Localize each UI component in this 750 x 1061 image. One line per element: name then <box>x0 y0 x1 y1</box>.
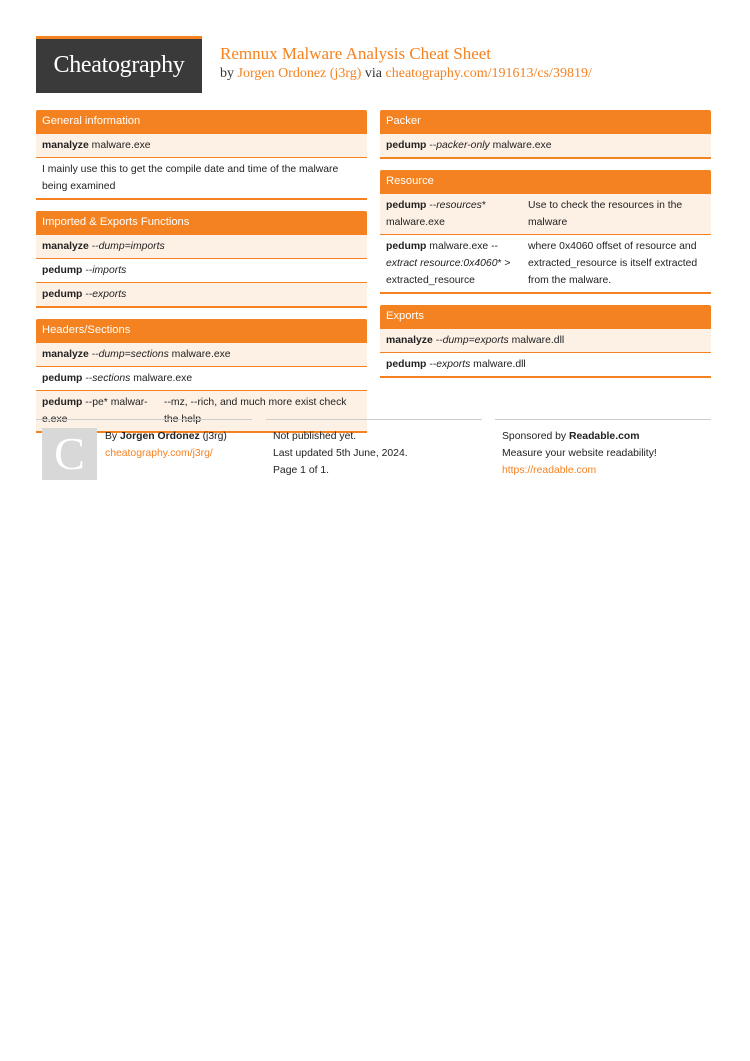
command: manalyze <box>386 335 433 346</box>
sponsor-link[interactable]: https://readable.com <box>502 465 597 476</box>
section-heading: Resource <box>380 170 711 193</box>
command: manalyze <box>42 140 89 151</box>
command: pedump <box>42 265 83 276</box>
command-arg: --dump=exports <box>432 335 509 346</box>
footer-meta <box>273 428 408 479</box>
command-arg: --packer-only <box>426 140 490 151</box>
sponsor-line <box>502 428 657 445</box>
command-arg: --exports <box>426 359 471 370</box>
section-imported-exports-functions <box>36 211 367 308</box>
command-rest: malware.exe <box>168 349 231 360</box>
section-exports <box>380 305 711 378</box>
command-arg: --exports <box>82 289 127 300</box>
last-updated: Last updated 5th June, 2024. <box>273 448 408 459</box>
logo-text: Cheatography <box>53 52 185 78</box>
footer-divider <box>266 419 482 420</box>
description: I mainly use this to get the compile date and time of the malware being examined <box>42 164 339 192</box>
byline-prefix: by <box>220 66 238 81</box>
page-title: Remnux Malware Analysis Cheat Sheet <box>220 44 492 63</box>
command: manalyze <box>42 241 89 252</box>
left-column <box>36 110 367 444</box>
command-cell <box>386 197 522 231</box>
command-rest: malware.exe -- <box>426 241 499 252</box>
description: --mz, --rich, and much more exist check <box>164 397 347 408</box>
footer-divider <box>495 419 711 420</box>
command: pedump <box>386 359 427 370</box>
author-profile-link[interactable]: cheatography.com/j3rg/ <box>105 448 213 459</box>
author-handle: (j3rg) <box>199 431 227 442</box>
command: pedump <box>42 373 83 384</box>
description: where 0x4060 offset of resource and extracted_resource is itself extracted from the malware. <box>528 241 698 286</box>
logo[interactable] <box>36 36 202 93</box>
section-heading: Exports <box>380 305 711 328</box>
command-rest: malware.dll <box>508 335 565 346</box>
command-rest: malware.exe <box>489 140 552 151</box>
command: pedump <box>386 241 427 252</box>
section-general-information <box>36 110 367 200</box>
command-arg: --dump=sections <box>88 349 169 360</box>
table-row <box>380 234 711 292</box>
byline-via: via <box>361 66 386 81</box>
description: Use to check the resources in the malware <box>528 200 683 228</box>
command-arg: --resources <box>426 200 482 211</box>
table-row <box>36 282 367 306</box>
table-row <box>36 133 367 157</box>
command-cell <box>42 394 158 428</box>
command-arg: --dump=imports <box>88 241 165 252</box>
table-row <box>380 133 711 157</box>
command-rest: * > extracted_resource <box>386 258 511 286</box>
table-row <box>380 328 711 352</box>
footer-author <box>105 428 227 462</box>
sheet-url-link[interactable]: cheatography.com/191613/cs/39819/ <box>385 66 592 81</box>
table-row <box>36 390 367 431</box>
footer-sponsor <box>502 428 657 479</box>
sponsor-name: Readable.com <box>569 431 640 442</box>
command-rest: * malware.exe <box>386 200 486 228</box>
command-arg: extract resource:0x4060 <box>386 258 498 269</box>
command-arg: --imports <box>82 265 127 276</box>
command-arg: --sections <box>82 373 131 384</box>
byline <box>220 66 592 82</box>
table-row <box>36 157 367 198</box>
command-rest: malware.dll <box>470 359 526 370</box>
author-name: Jorgen Ordonez <box>120 431 200 442</box>
footer-divider <box>36 419 252 420</box>
right-column <box>380 110 711 389</box>
table-row <box>380 193 711 234</box>
command: pedump <box>42 397 83 408</box>
by-prefix: By <box>105 431 121 442</box>
command: pedump <box>386 200 427 211</box>
avatar: C <box>42 428 97 480</box>
table-row <box>36 258 367 282</box>
section-heading: Packer <box>380 110 711 133</box>
author-line <box>105 428 227 445</box>
command: manalyze <box>42 349 89 360</box>
sponsor-prefix: Sponsored by <box>502 431 570 442</box>
section-heading: Headers/Sections <box>36 319 367 342</box>
page-number: Page 1 of 1. <box>273 465 330 476</box>
section-packer <box>380 110 711 159</box>
command-cell <box>386 238 522 289</box>
command: pedump <box>386 140 427 151</box>
section-headers-sections <box>36 319 367 433</box>
author-link[interactable]: Jorgen Ordonez (j3rg) <box>237 66 362 81</box>
command-rest: malware.exe <box>88 140 151 151</box>
table-row <box>380 352 711 376</box>
command-rest: --pe* malwar- <box>85 397 148 408</box>
section-resource <box>380 170 711 294</box>
command-rest: malware.exe <box>130 373 193 384</box>
command: pedump <box>42 289 83 300</box>
table-row <box>36 366 367 390</box>
table-row <box>36 234 367 258</box>
section-heading: General information <box>36 110 367 133</box>
published-status: Not published yet. <box>273 431 357 442</box>
sponsor-tagline: Measure your website readability! <box>502 448 657 459</box>
table-row <box>36 342 367 366</box>
section-heading: Imported & Exports Functions <box>36 211 367 234</box>
